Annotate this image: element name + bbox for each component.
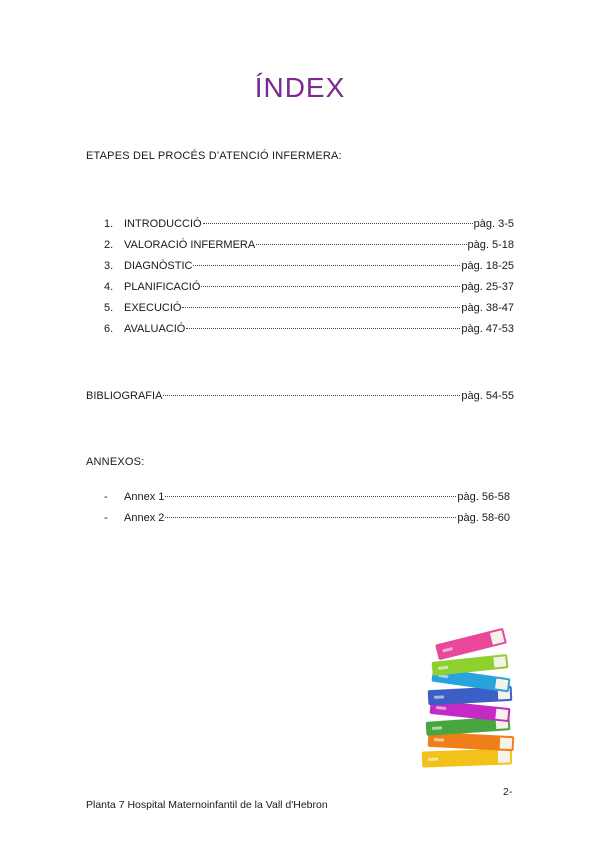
toc-item[interactable] [104,302,514,314]
page-number: 2- [503,786,513,798]
book-icon [422,748,513,767]
dot-leader [182,307,460,308]
toc-label: Annex 2 [124,512,165,524]
toc-page: pàg. 3-5 [473,218,514,230]
toc-number: 2. [104,239,114,251]
toc-label: DIAGNÒSTIC [124,260,193,272]
footer-text: Planta 7 Hospital Maternoinfantil de la Vall d'Hebron [86,799,328,811]
toc-item[interactable] [104,281,514,293]
dot-leader [203,223,473,224]
toc-bullet: - [104,512,108,524]
toc-label: INTRODUCCIÓ [124,218,202,230]
toc-label: AVALUACIÓ [124,323,186,335]
toc-label: EXECUCIÓ [124,302,182,314]
dot-leader [193,265,460,266]
page-title: ÍNDEX [254,72,346,103]
toc-page: pàg. 5-18 [467,239,514,251]
toc-number: 5. [104,302,114,314]
toc-annex[interactable] [104,512,510,524]
dot-leader [201,286,460,287]
toc-bullet: - [104,491,108,503]
book-pages [495,709,508,720]
toc-item[interactable] [104,260,514,272]
toc-number: 4. [104,281,114,293]
toc-label: Annex 1 [124,491,165,503]
toc-number: 1. [104,218,114,230]
book-stack-illustration [418,618,528,770]
toc-annex[interactable] [104,491,510,503]
toc-item[interactable] [104,239,514,251]
dot-leader [165,517,456,518]
toc-item[interactable] [104,323,514,335]
toc-page: pàg. 56-58 [457,491,510,503]
toc-page: pàg. 54-55 [461,390,514,402]
book-spine-band [434,695,444,699]
book-spine-band [434,738,444,742]
book-pages [495,679,508,691]
toc-label: PLANIFICACIÓ [124,281,201,293]
toc-item[interactable] [104,218,514,230]
toc-number: 3. [104,260,114,272]
toc-bibliography[interactable] [86,390,514,402]
book-pages [500,738,513,750]
toc-page: pàg. 38-47 [461,302,514,314]
toc-page: pàg. 58-60 [457,512,510,524]
toc-page: pàg. 25-37 [461,281,514,293]
dot-leader [165,496,456,497]
dot-leader [256,244,466,245]
dot-leader [186,328,460,329]
toc-page: pàg. 18-25 [461,260,514,272]
toc-number: 6. [104,323,114,335]
book-pages [493,656,506,667]
annexes-heading: ANNEXOS: [86,456,145,468]
book-pages [498,751,510,763]
section-heading: ETAPES DEL PROCÉS D'ATENCIÓ INFERMERA: [86,150,342,162]
toc-page: pàg. 47-53 [461,323,514,335]
toc-label: VALORACIÓ INFERMERA [124,239,256,251]
dot-leader [163,395,460,396]
toc-label: BIBLIOGRAFIA [86,390,163,402]
book-spine-band [428,758,438,761]
